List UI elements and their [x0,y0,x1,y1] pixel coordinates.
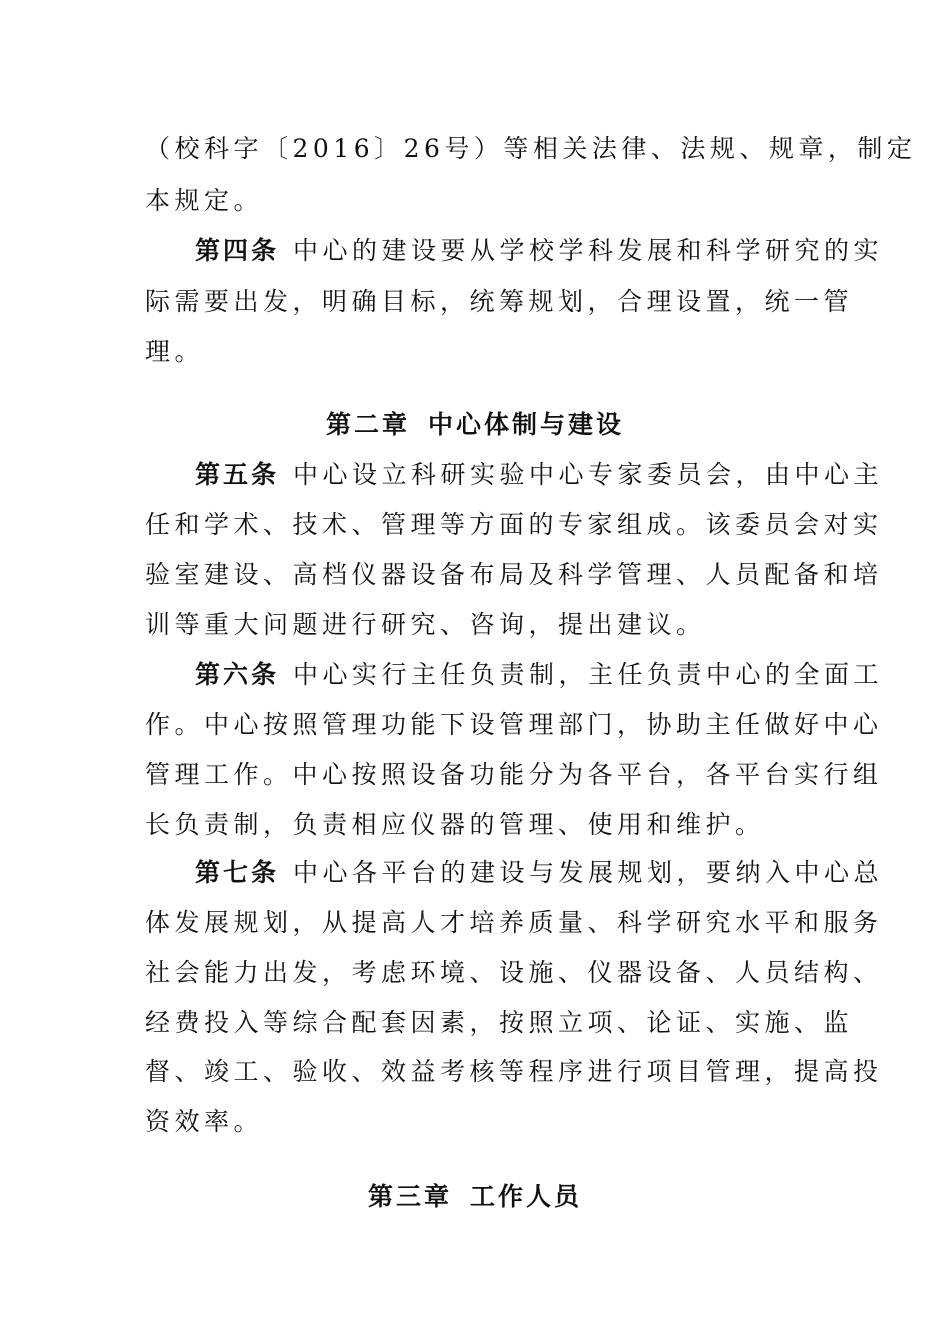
chapter-3-heading [0,1182,950,1212]
article-5-text: 中心设立科研实验中心专家委员会，由中心主 [293,460,884,489]
article-4-text: 中心的建设要从学校学科发展和科学研究的实 [293,236,884,265]
paragraph-line: 长负责制，负责相应仪器的管理、使用和维护。 [145,810,765,839]
paragraph-line: 本规定。 [145,186,264,215]
chapter-2-number: 第二章 [325,410,410,439]
article-6-text: 中心实行主任负责制，主任负责中心的全面工 [293,660,884,689]
article-6-label: 第六条 [195,660,280,689]
paragraph-line: 社会能力出发，考虑环境、设施、仪器设备、人员结构、 [145,958,883,987]
chapter-2-heading [0,410,950,440]
chapter-3-number: 第三章 [367,1182,452,1211]
article-7-text: 中心各平台的建设与发展规划，要纳入中心总 [293,858,884,887]
article-7-line [195,858,883,888]
article-4-line [195,236,883,266]
article-4-label: 第四条 [195,236,280,265]
article-5-line [195,460,883,490]
paragraph-line: 际需要出发，明确目标，统筹规划，合理设置，统一管 [145,287,854,316]
article-6-line [195,660,883,690]
paragraph-line: 管理工作。中心按照设备功能分为各平台，各平台实行组 [145,760,883,789]
paragraph-line: 体发展规划，从提高人才培养质量、科学研究水平和服务 [145,908,883,937]
paragraph-line: 督、竣工、验收、效益考核等程序进行项目管理，提高投 [145,1057,883,1086]
chapter-3-title: 工作人员 [470,1182,583,1211]
paragraph-line: 任和学术、技术、管理等方面的专家组成。该委员会对实 [145,510,883,539]
paragraph-line: 经费投入等综合配套因素，按照立项、论证、实施、监 [145,1008,854,1037]
paragraph-line: 训等重大问题进行研究、咨询，提出建议。 [145,610,706,639]
article-7-label: 第七条 [195,858,280,887]
paragraph-line: （校科字〔2016〕26号）等相关法律、法规、规章，制定 [145,134,917,163]
paragraph-line: 资效率。 [145,1107,264,1136]
paragraph-line: 验室建设、高档仪器设备布局及科学管理、人员配备和培 [145,560,883,589]
paragraph-line: 作。中心按照管理功能下设管理部门，协助主任做好中心 [145,710,883,739]
article-5-label: 第五条 [195,460,280,489]
paragraph-line: 理。 [145,337,205,366]
chapter-2-title: 中心体制与建设 [428,410,625,439]
